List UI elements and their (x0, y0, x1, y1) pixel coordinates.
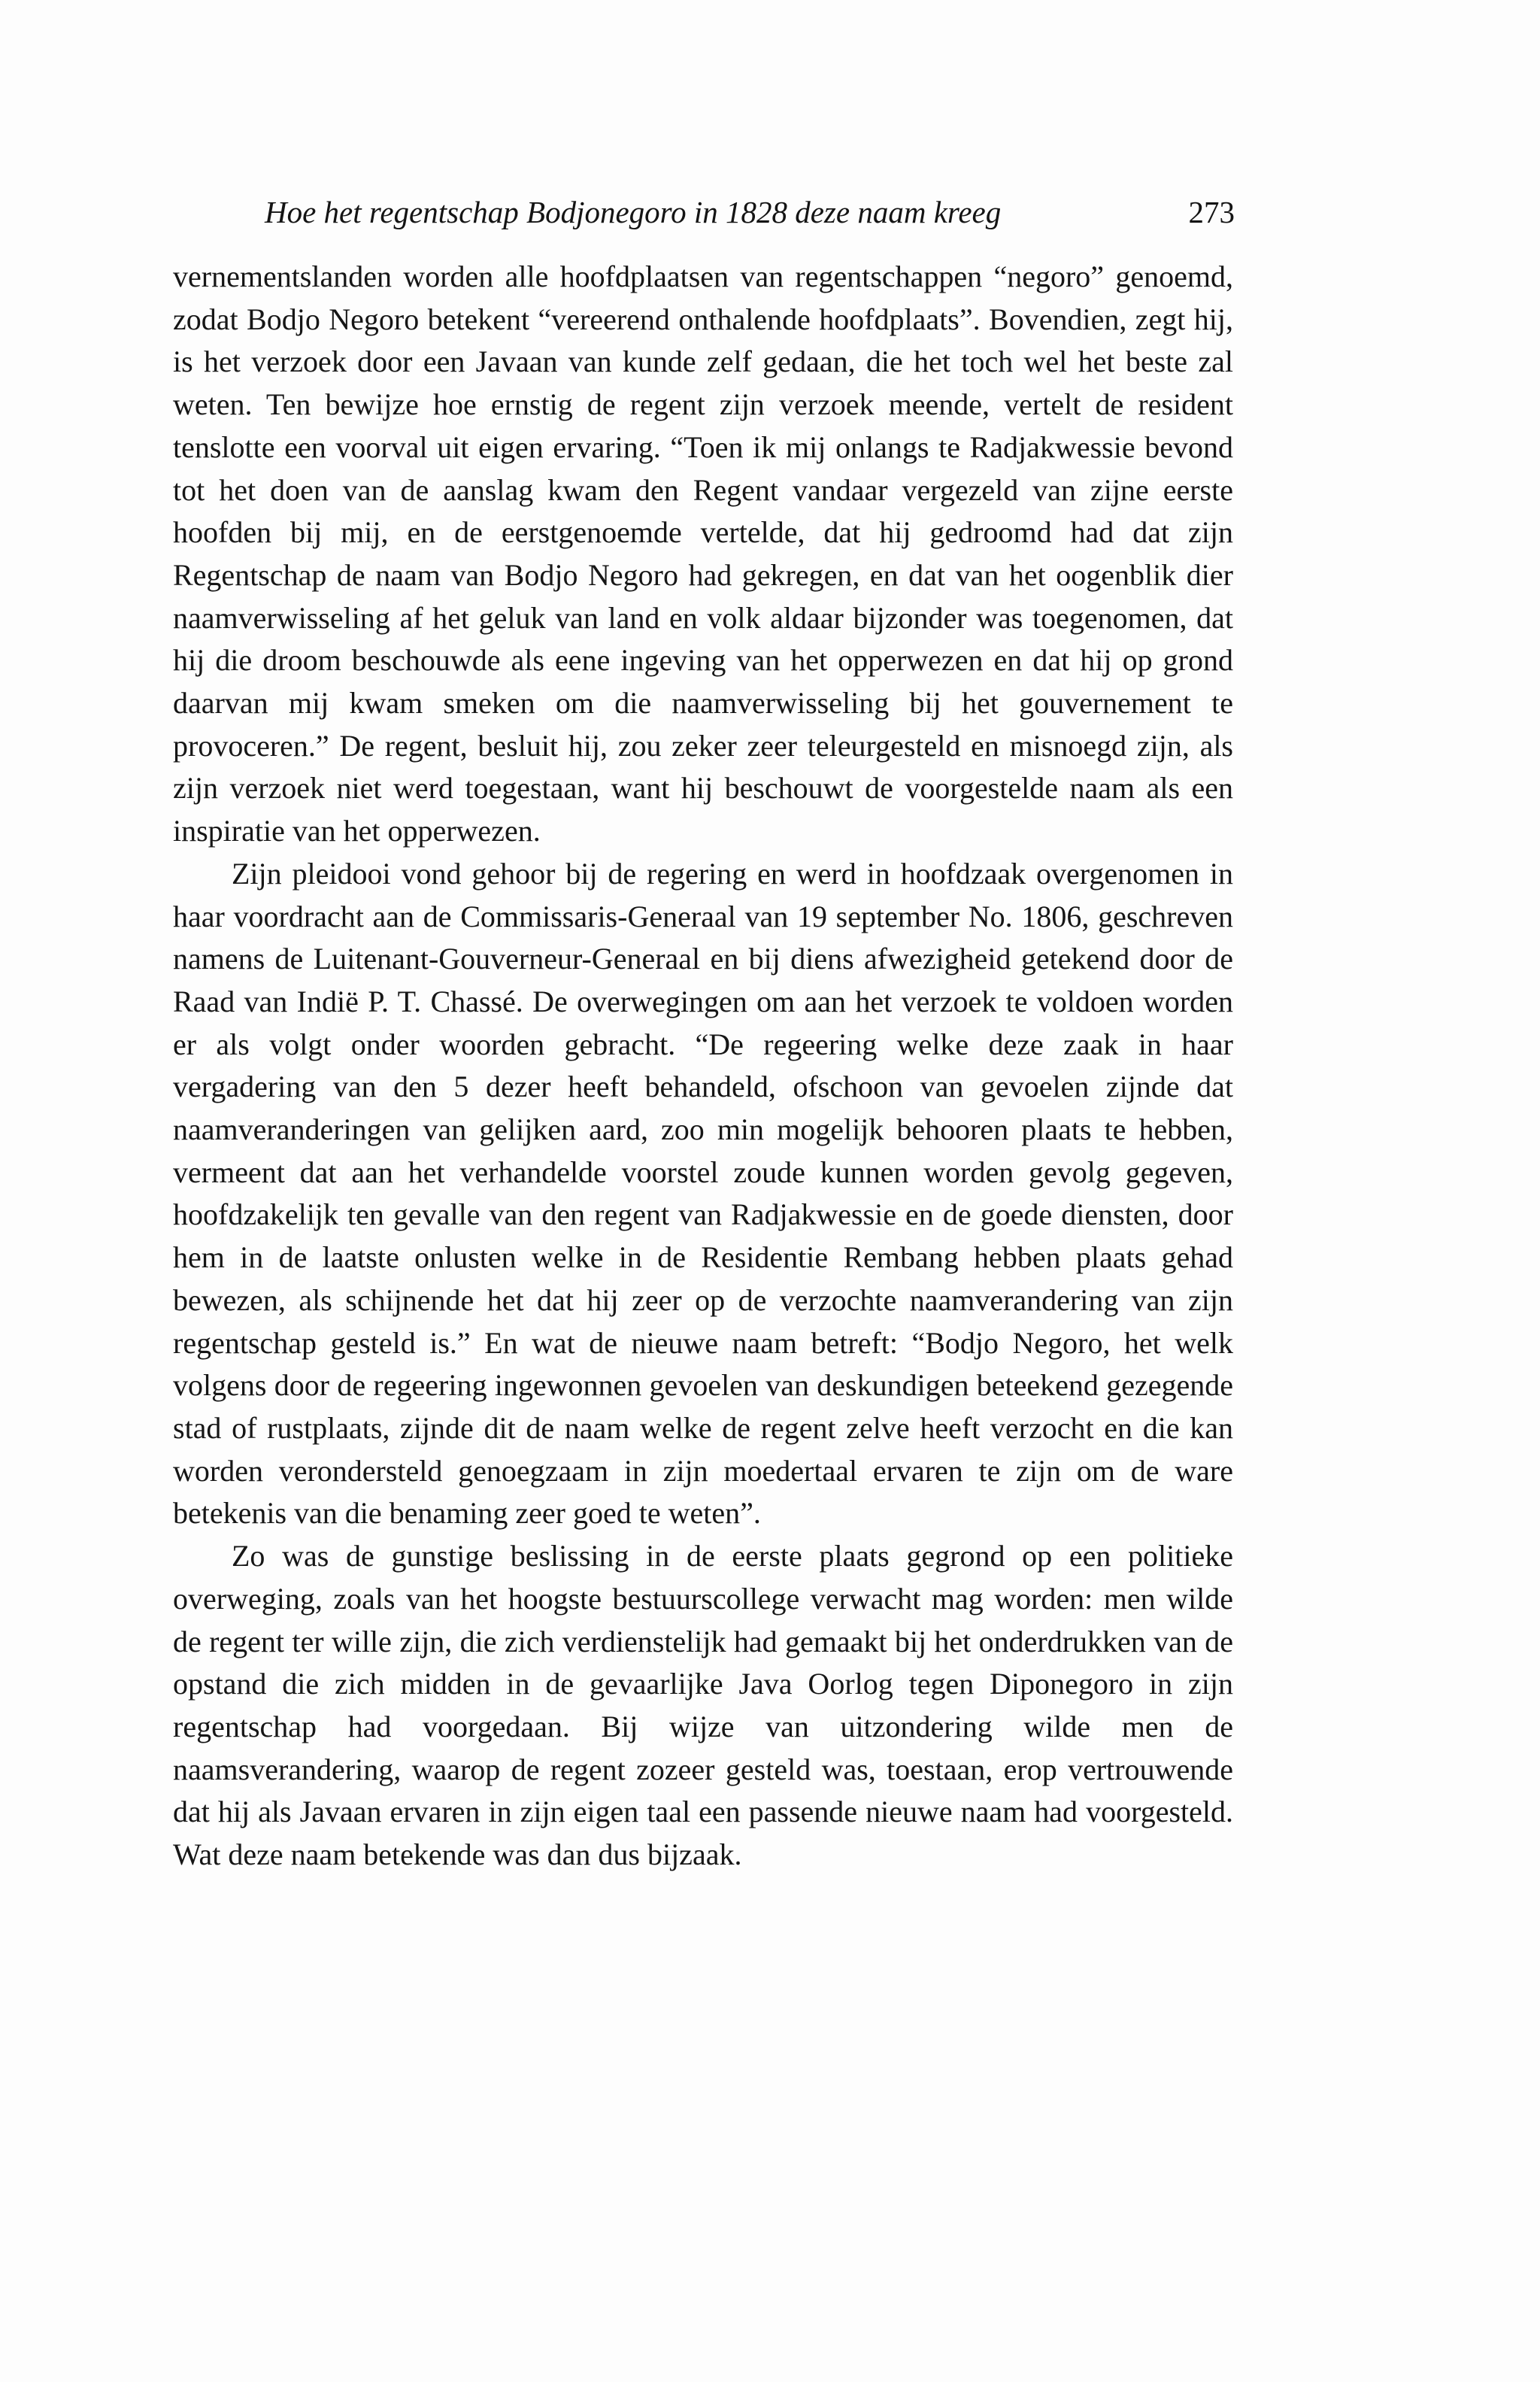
page-number: 273 (1188, 195, 1235, 229)
running-head (265, 194, 1235, 239)
body-text (173, 256, 1233, 1877)
paragraph: Zo was de gunstige beslissing in de eerste plaats gegrond op een politieke overweging, zoals van het hoogste bestuurscollege verwacht mag worden: men wilde de regent ter wille zijn, die zich verdienstelijk had gemaakt bij het onderdrukken van de opstand die zich midden in de gevaarlijke Java Oorlog tegen Diponegoro in zijn regentschap had voorgedaan. Bij wijze van uitzondering wilde men de naamsverandering, waarop de regent zozeer gesteld was, toestaan, erop vertrouwende dat hij als Javaan ervaren in zijn eigen taal een passende nieuwe naam had voorgesteld. Wat deze naam betekende was dan dus bijzaak. (173, 1539, 1233, 1872)
paragraph-continued: vernementslanden worden alle hoofdplaatsen van regentschappen “negoro” genoemd, zodat Bodjo Negoro betekent “vereerend onthalende hoofdplaats”. Bovendien, zegt hij, is het verzoek door een Javaan van kunde zelf gedaan, die het toch wel het beste zal weten. Ten bewijze hoe ernstig de regent zijn verzoek meende, vertelt de resident tenslotte een voorval uit eigen ervaring. “Toen ik mij onlangs te Radjakwessie bevond tot het doen van de aanslag kwam den Regent vandaar vergezeld van zijne eerste hoofden bij mij, en de eerstgenoemde vertelde, dat hij gedroomd had dat zijn Regentschap de naam van Bodjo Negoro had gekregen, en dat van het oogenblik dier naamverwisseling af het geluk van land en volk aldaar bijzonder was toegenomen, dat hij die droom beschouwde als eene ingeving van het opperwezen en dat hij op grond daarvan mij kwam smeken om die naamverwisseling bij het gouvernement te provoceren.” De regent, besluit hij, zou zeker zeer teleurgesteld en misnoegd zijn, als zijn verzoek niet werd toegestaan, want hij beschouwt de voorgestelde naam als een inspiratie van het opperwezen. (173, 259, 1233, 848)
paragraph: Zijn pleidooi vond gehoor bij de regering en werd in hoofdzaak overgenomen in haar voordracht aan de Commissaris-Generaal van 19 september No. 1806, geschreven namens de Luitenant-Gouverneur-Generaal en bij diens afwezigheid getekend door de Raad van Indië P. T. Chassé. De overwegingen om aan het verzoek te voldoen worden er als volgt onder woorden gebracht. “De regeering welke deze zaak in haar vergadering van den 5 dezer heeft behandeld, ofschoon van gevoelen zijnde dat naamveranderingen van gelijken aard, zoo min mogelijk behooren plaats te hebben, vermeent dat aan het verhandelde voorstel zoude kunnen worden gevolg gegeven, hoofdzakelijk ten gevalle van den regent van Radjakwessie en de goede diensten, door hem in de laatste onlusten welke in de Residentie Rembang hebben plaats gehad bewezen, als schijnende het dat hij zeer op de verzochte naamverandering van zijn regentschap gesteld is.” En wat de nieuwe naam betreft: “Bodjo Negoro, het welk volgens door de regeering ingewonnen gevoelen van deskundigen beteekend gezegende stad of rustplaats, zijnde dit de naam welke de regent zelve heeft verzocht en die kan worden verondersteld genoegzaam in zijn moedertaal ervaren te zijn om de ware betekenis van die benaming zeer goed te weten”. (173, 856, 1233, 1531)
running-head-title: Hoe het regentschap Bodjonegoro in 1828 deze naam kreeg (265, 195, 1002, 229)
